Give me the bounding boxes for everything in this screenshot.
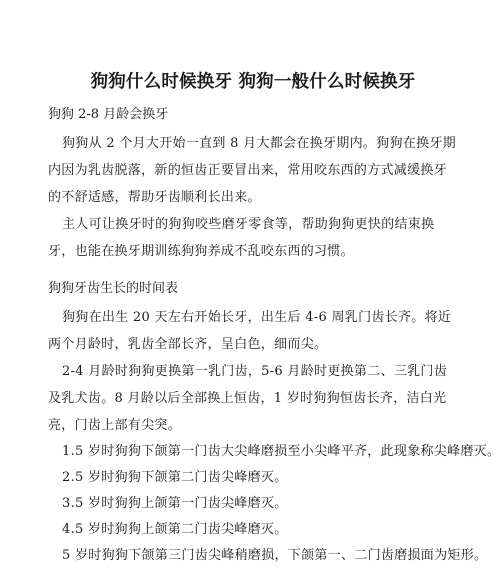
list-item: 5 岁时狗狗下颌第三门齿尖峰稍磨损，下颌第一、二门齿磨损面为矩形。 [62,548,488,563]
paragraph: 主人可让换牙时的狗狗咬些磨牙零食等，帮助狗狗更快的结束换牙，也能在换牙期训练狗狗养成不乱咬东西的习惯。 [48,217,435,259]
paragraph: 2-4 月龄时狗狗更换第一乳门齿，5-6 月龄时更换第二、三乳门齿及乳犬齿。8 月龄以后全部换上恒齿，1 岁时狗狗恒齿长齐，洁白光亮，门齿上部有尖突。 [48,364,448,433]
list-item: 1.5 岁时狗狗下颌第一门齿大尖峰磨损至小尖峰平齐，此现象称尖峰磨灭。 [62,444,500,459]
list-item: 2.5 岁时狗狗下颌第二门齿尖峰磨灭。 [62,470,288,485]
section-heading-teething-age: 狗狗 2-8 月龄会换牙 [48,107,169,122]
document-title: 狗狗什么时候换牙 狗狗一般什么时候换牙 [90,72,416,92]
list-item: 4.5 岁时狗狗上颌第二门齿尖峰磨灭。 [62,522,288,537]
list-item: 3.5 岁时狗狗上颌第一门齿尖峰磨灭。 [62,496,288,511]
spacer [48,265,458,279]
paragraph: 狗狗在出生 20 天左右开始长牙，出生后 4-6 周乳门齿长齐。将近两个月龄时，乳齿全部长齐，呈白色，细而尖。 [48,310,452,352]
paragraph: 狗狗从 2 个月大开始一直到 8 月大都会在换牙期内。狗狗在换牙期内因为乳齿脱落，新的恒齿正要冒出来，常用咬东西的方式减缓换牙的不舒适感，帮助牙齿顺利长出来。 [48,136,456,205]
section-heading-tooth-timeline: 狗狗牙齿生长的时间表 [48,281,179,296]
